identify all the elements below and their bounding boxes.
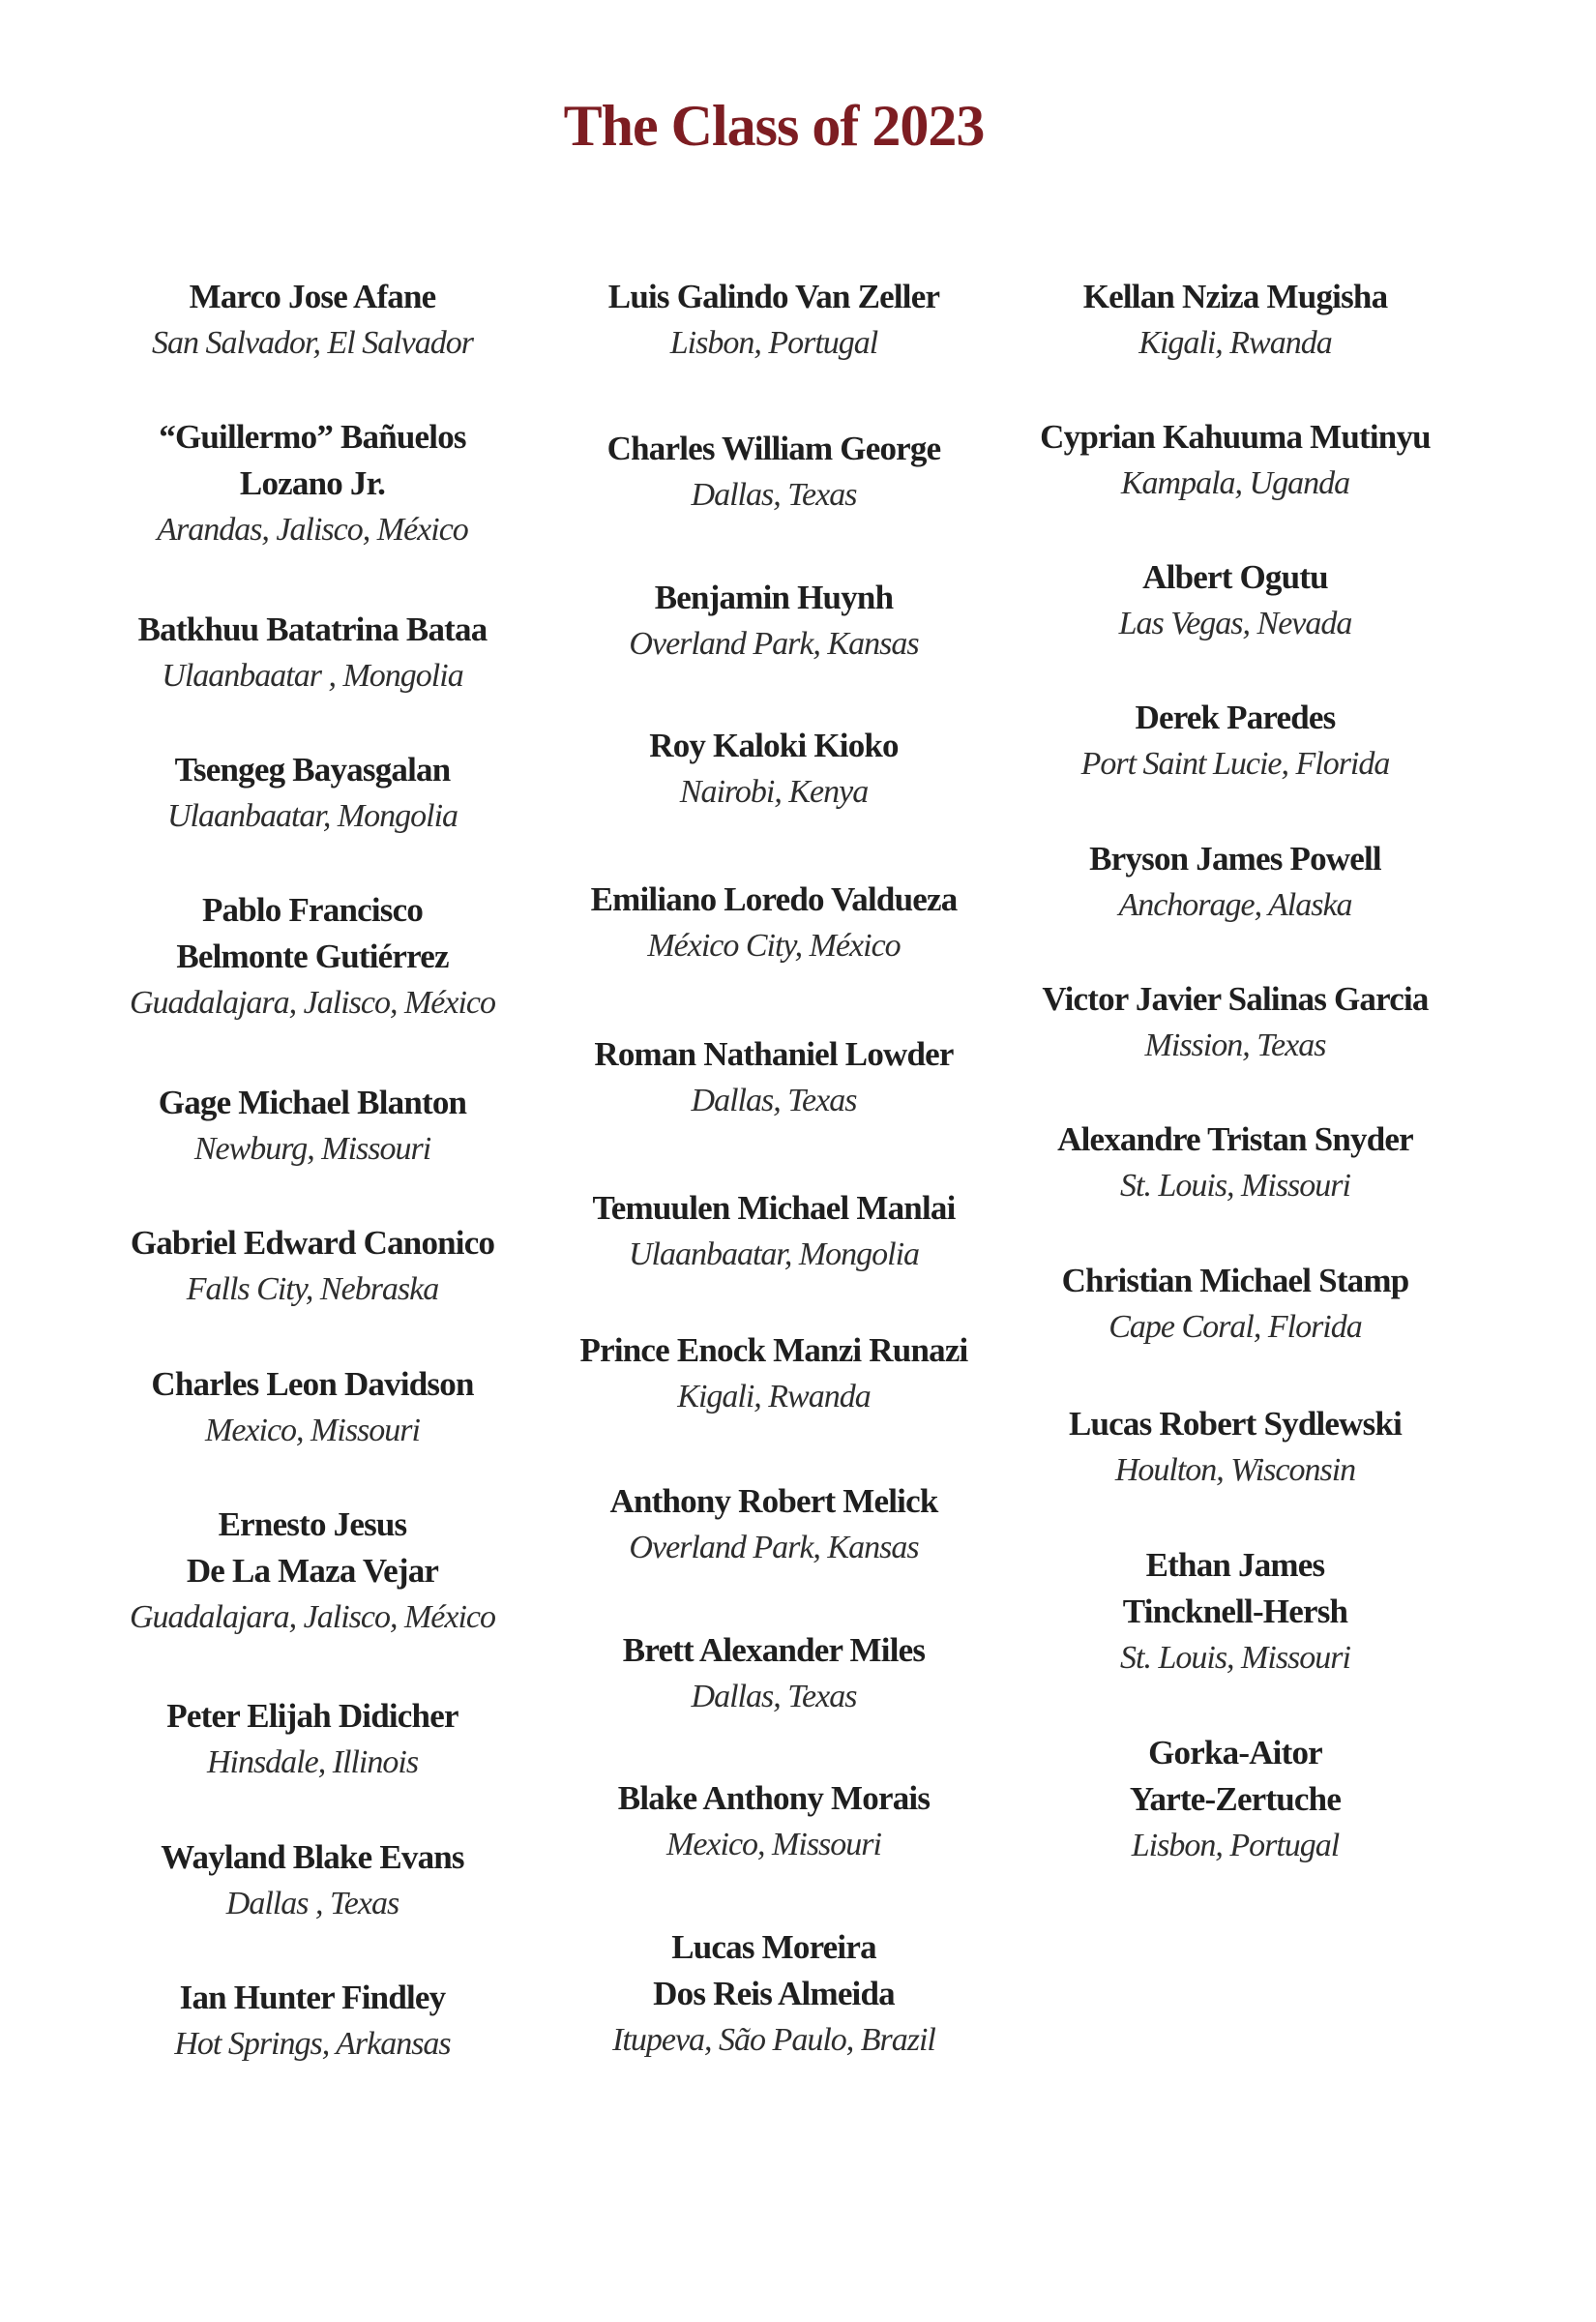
graduate-entry [522,723,1025,816]
graduate-hometown: Mexico, Missouri [666,1827,881,1862]
graduate-entry [984,836,1487,929]
graduate-hometown: Dallas , Texas [225,1886,399,1921]
graduate-entry [61,1975,564,2068]
graduate-entry [522,1478,1025,1571]
graduate-name: Peter Elijah Didicher [166,1697,458,1735]
graduate-name: Cyprian Kahuuma Mutinyu [1040,418,1431,456]
graduate-hometown: Ulaanbaatar, Mongolia [166,798,458,834]
graduate-hometown: Ulaanbaatar , Mongolia [162,658,463,694]
graduate-name: Lucas Robert Sydlewski [1068,1405,1403,1443]
graduate-hometown: Dallas, Texas [691,477,857,513]
graduate-entry [984,554,1487,647]
graduate-entry [984,1116,1487,1209]
graduate-name: Tincknell-Hersh [1122,1593,1348,1630]
graduate-entry [522,1031,1025,1124]
graduate-name: Wayland Blake Evans [161,1838,464,1876]
graduate-name: Luis Galindo Van Zeller [607,278,940,315]
graduate-entry [984,1542,1487,1682]
graduate-hometown: Houlton, Wisconsin [1114,1452,1356,1488]
graduate-hometown: Las Vegas, Nevada [1118,606,1352,641]
graduate-entry [61,607,564,700]
graduate-hometown: Hinsdale, Illinois [206,1744,419,1780]
graduate-hometown: Hot Springs, Arkansas [174,2026,451,2062]
graduate-hometown: Kigali, Rwanda [677,1379,871,1414]
graduate-name: Tsengeg Bayasgalan [174,751,451,789]
graduate-name: Ernesto Jesus [218,1505,407,1543]
graduate-name: Albert Ogutu [1142,558,1328,596]
graduate-name: Kellan Nziza Mugisha [1082,278,1388,315]
graduate-name: Lucas Moreira [671,1928,876,1966]
graduate-hometown: Dallas, Texas [691,1083,857,1118]
graduate-name: Alexandre Tristan Snyder [1057,1120,1413,1158]
graduate-entry [61,747,564,840]
graduate-hometown: Lisbon, Portugal [669,325,878,361]
graduate-hometown: Guadalajara, Jalisco, México [129,1599,496,1635]
graduate-entry [984,274,1487,367]
graduate-hometown: Newburg, Missouri [193,1131,431,1167]
graduate-entry [522,1775,1025,1868]
graduate-entry [61,1502,564,1641]
graduate-name: De La Maza Vejar [186,1552,439,1590]
graduate-name: Roman Nathaniel Lowder [594,1035,954,1073]
graduate-hometown: Itupeva, São Paulo, Brazil [612,2022,935,2058]
graduate-name: Temuulen Michael Manlai [592,1189,956,1227]
graduate-entry [522,877,1025,969]
graduate-hometown: Anchorage, Alaska [1118,887,1352,923]
graduate-name: Christian Michael Stamp [1061,1262,1409,1299]
graduate-hometown: St. Louis, Missouri [1120,1640,1350,1676]
graduate-name: Marco Jose Afane [189,278,436,315]
graduate-name: Roy Kaloki Kioko [649,727,899,764]
graduate-hometown: Kampala, Uganda [1120,465,1350,501]
graduate-hometown: Guadalajara, Jalisco, México [129,985,496,1021]
graduate-hometown: Port Saint Lucie, Florida [1080,746,1390,782]
graduate-entry [522,1185,1025,1278]
graduate-hometown: San Salvador, El Salvador [152,325,473,361]
graduate-hometown: St. Louis, Missouri [1120,1168,1350,1204]
graduate-entry [984,1401,1487,1494]
graduate-entry [522,274,1025,367]
graduate-hometown: Mission, Texas [1144,1027,1326,1063]
graduate-name: Gabriel Edward Canonico [130,1224,495,1262]
graduate-hometown: Mexico, Missouri [205,1413,420,1448]
graduate-entry [984,1730,1487,1869]
graduate-entry [522,1327,1025,1420]
graduate-entry [61,1080,564,1173]
graduate-entry [61,274,564,367]
graduate-entry [522,575,1025,668]
graduate-name: Gorka-Aitor [1148,1734,1322,1771]
graduate-name: Charles William George [606,430,941,467]
graduate-name: Benjamin Huynh [654,579,894,616]
graduate-name: Batkhuu Batatrina Bataa [137,610,488,648]
graduate-hometown: Kigali, Rwanda [1138,325,1332,361]
graduate-name: Brett Alexander Miles [622,1631,926,1669]
graduate-entry [61,887,564,1027]
graduate-name: Derek Paredes [1135,699,1336,736]
graduate-name: Ethan James [1145,1546,1325,1584]
graduate-name: Lozano Jr. [239,464,386,502]
graduate-entry [61,1220,564,1313]
graduate-name: Bryson James Powell [1089,840,1381,878]
graduate-hometown: Cape Coral, Florida [1108,1309,1362,1345]
graduate-name: Ian Hunter Findley [179,1979,446,2016]
graduate-entry [61,414,564,553]
graduate-entry [984,414,1487,507]
graduate-hometown: Overland Park, Kansas [629,1530,919,1565]
graduate-name: Belmonte Gutiérrez [176,938,449,975]
graduate-entry [61,1834,564,1927]
graduate-hometown: Dallas, Texas [691,1679,857,1714]
graduate-hometown: Nairobi, Kenya [679,774,869,810]
graduate-name: Pablo Francisco [201,891,424,929]
graduate-entry [522,1924,1025,2064]
graduate-hometown: México City, México [647,928,901,964]
graduate-name: Victor Javier Salinas Garcia [1042,980,1429,1018]
graduate-name: “Guillermo” Bañuelos [159,418,466,456]
graduate-entry [984,1258,1487,1351]
graduate-name: Charles Leon Davidson [151,1365,474,1403]
graduate-entry [61,1361,564,1454]
graduate-name: Blake Anthony Morais [617,1779,931,1817]
graduate-name: Emiliano Loredo Valdueza [590,880,958,918]
graduate-name: Anthony Robert Melick [609,1482,938,1520]
graduate-hometown: Overland Park, Kansas [629,626,919,662]
graduate-name: Dos Reis Almeida [653,1975,895,2012]
graduate-entry [61,1693,564,1786]
graduate-entry [522,1627,1025,1720]
graduate-hometown: Arandas, Jalisco, México [157,512,468,548]
graduate-entry [984,695,1487,788]
graduate-name: Yarte-Zertuche [1129,1780,1342,1818]
graduate-hometown: Lisbon, Portugal [1131,1828,1340,1863]
graduate-entry [984,976,1487,1069]
graduate-hometown: Falls City, Nebraska [186,1271,439,1307]
graduate-entry [522,426,1025,519]
graduate-name: Gage Michael Blanton [158,1084,467,1121]
page-title: The Class of 2023 [563,94,985,158]
graduate-hometown: Ulaanbaatar, Mongolia [628,1236,920,1272]
graduate-name: Prince Enock Manzi Runazi [579,1331,968,1369]
